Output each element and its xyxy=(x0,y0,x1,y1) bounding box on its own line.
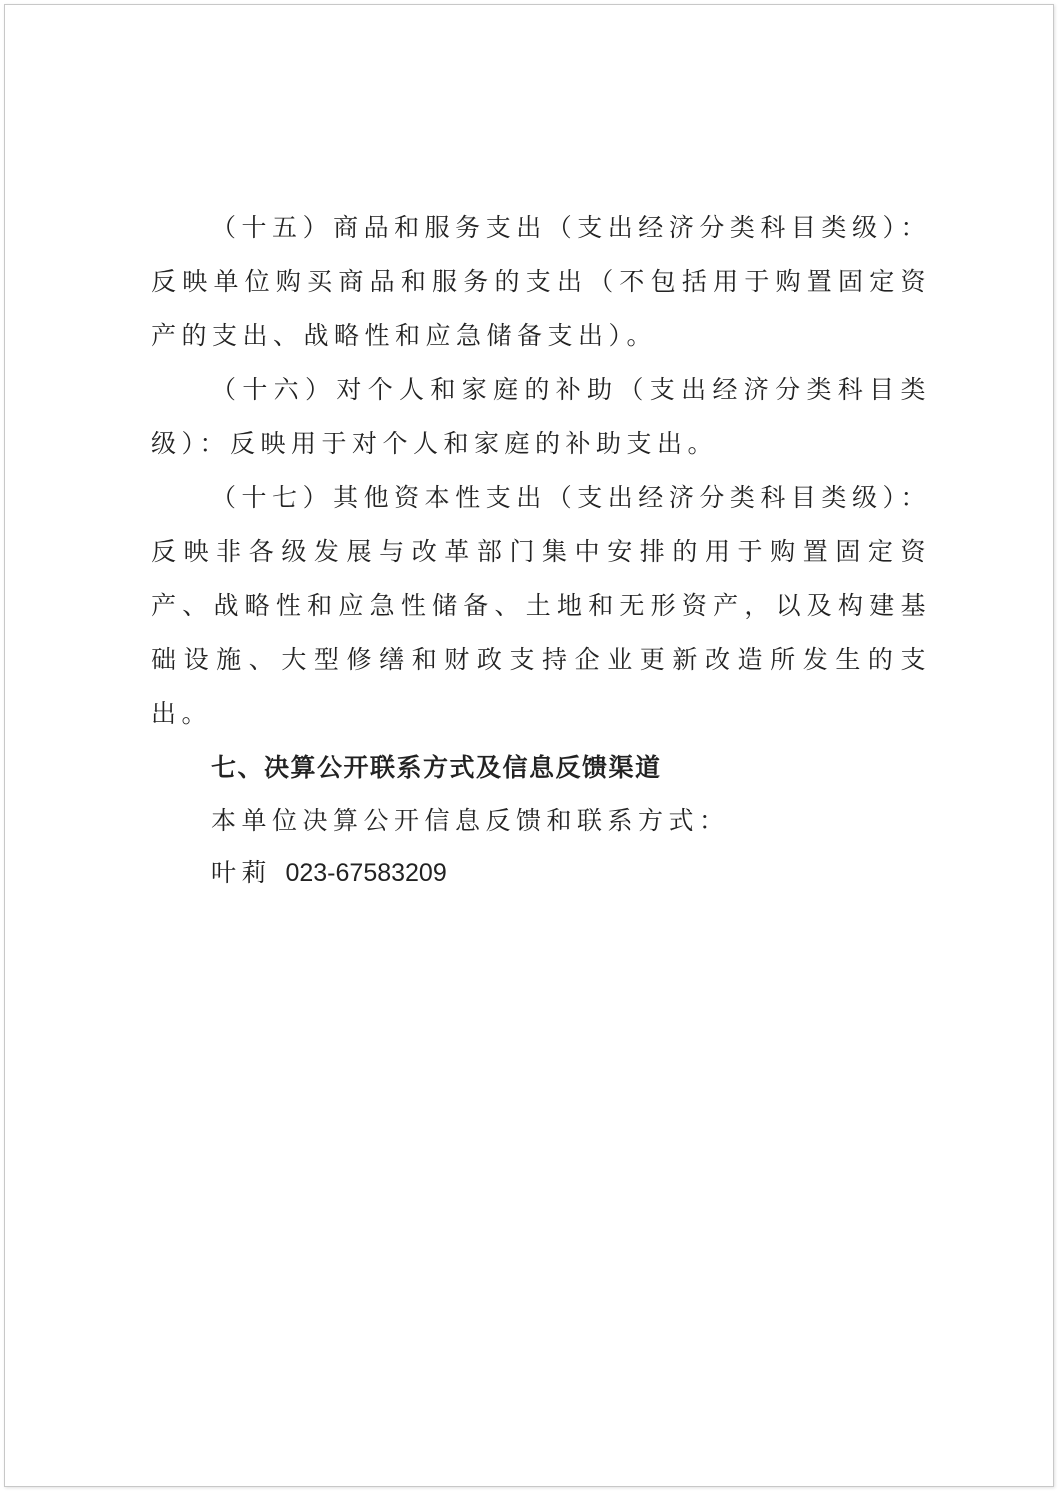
paragraph-household-subsidy: （十六）对个人和家庭的补助（支出经济分类科目类级）：反映用于对个人和家庭的补助支出。 xyxy=(151,375,931,458)
contact-phone: 023-67583209 xyxy=(285,859,447,887)
contact-name: 叶莉 xyxy=(211,858,273,887)
contact-line xyxy=(151,847,931,899)
paragraph-other-capital: （十七）其他资本性支出（支出经济分类科目类级）：反映非各级发展与改革部门集中安排的用于购置固定资产、战略性和应急性储备、土地和无形资产，以及构建基础设施、大型修缮和财政支持企业更新改造所发生的支出。 xyxy=(151,483,931,728)
document-body xyxy=(151,201,931,899)
section-heading: 七、决算公开联系方式及信息反馈渠道 xyxy=(211,753,662,782)
document-page xyxy=(4,4,1054,1487)
contact-intro: 本单位决算公开信息反馈和联系方式： xyxy=(211,806,730,835)
paragraph-goods-services: （十五）商品和服务支出（支出经济分类科目类级）：反映单位购买商品和服务的支出（不包括用于购置固定资产的支出、战略性和应急储备支出）。 xyxy=(151,213,931,350)
